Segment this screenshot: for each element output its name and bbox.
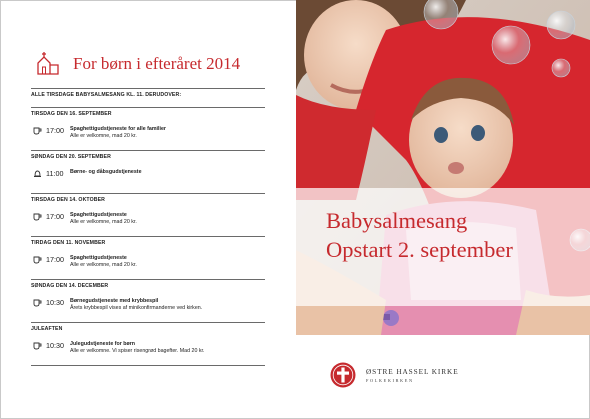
event-item: [31, 298, 265, 322]
headline-line-2: Opstart 2. september: [326, 237, 513, 262]
event-item: [31, 255, 265, 279]
event-date: TIRSDAG DEN 14. OKTOBER: [31, 193, 265, 212]
event-date: SØNDAG DEN 14. DECEMBER: [31, 279, 265, 298]
event-name: Spaghettigudstjeneste for alle familier: [70, 126, 166, 132]
event-item: [31, 341, 265, 365]
church-subtitle: FOLKEKIRKEN: [366, 378, 414, 383]
event-time: 17:00: [46, 126, 64, 135]
event-time: 11:00: [46, 169, 64, 178]
event-name: Julegudstjeneste for børn: [70, 341, 136, 347]
church-logo: [330, 362, 459, 388]
schedule-end-rule: [31, 365, 265, 366]
event-time: 17:00: [46, 255, 64, 264]
event-time: 17:00: [46, 212, 64, 221]
event-time: 10:30: [46, 298, 64, 307]
bell-icon: [33, 170, 42, 178]
section-heading: [35, 50, 240, 78]
event-schedule: [31, 88, 265, 366]
event-note: Alle er velkomne, mad 20 kr.: [70, 133, 137, 139]
event-item: [31, 212, 265, 236]
event-name: Spaghettigudstjeneste: [70, 255, 127, 261]
page-title: For børn i efteråret 2014: [73, 54, 241, 73]
event-name: Spaghettigudstjeneste: [70, 212, 127, 218]
event-time: 10:30: [46, 341, 64, 350]
event-item: [31, 126, 265, 150]
event-note: Alle er velkomne. Vi spiser risengrød bagefter. Mad 20 kr.: [70, 348, 205, 354]
cup-icon: [33, 213, 42, 221]
church-icon: [35, 51, 61, 77]
event-date: TIRDAG DEN 11. NOVEMBER: [31, 236, 265, 255]
event-date: TIRSDAG DEN 16. SEPTEMBER: [31, 107, 265, 126]
cup-icon: [33, 342, 42, 350]
event-date: JULEAFTEN: [31, 322, 265, 341]
event-name: Børnegudstjeneste med krybbespil: [70, 298, 159, 304]
right-page: [296, 0, 590, 419]
event-name: Børne- og dåbsgudstjeneste: [70, 169, 142, 175]
headline-line-1: Babysalmesang: [326, 208, 468, 233]
event-note: Alle er velkomne, mad 20 kr.: [70, 262, 137, 268]
headline: [326, 206, 513, 264]
cup-icon: [33, 127, 42, 135]
event-note: Alle er velkomne, mad 20 kr.: [70, 219, 137, 225]
cup-icon: [33, 256, 42, 264]
event-item: [31, 169, 265, 193]
cup-icon: [33, 299, 42, 307]
church-name: ØSTRE HASSEL KIRKE: [366, 367, 459, 376]
event-date: SØNDAG DEN 20. SEPTEMBER: [31, 150, 265, 169]
event-note: Årets krybbespil vises af minikonfirmanderne ved kirken.: [70, 305, 203, 311]
cross-seal-icon: [330, 362, 356, 388]
schedule-intro: ALLE TIRSDAGE BABYSALMESANG KL. 11. DERUDOVER:: [31, 88, 265, 107]
